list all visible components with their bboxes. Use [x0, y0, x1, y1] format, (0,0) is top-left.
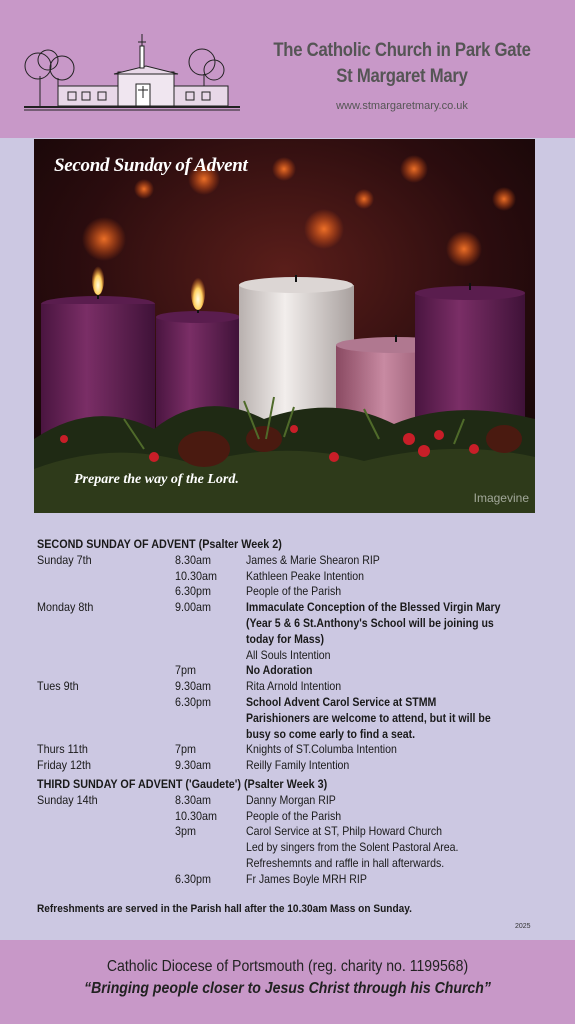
header [0, 0, 575, 138]
feast-title: Immaculate Conception of the Blessed Virgin Mary [246, 600, 501, 615]
refreshments-note: Refreshments are served in the Parish hall after the 10.30am Mass on Sunday. [37, 903, 412, 915]
photo-watermark: Imagevine [473, 491, 529, 505]
time-label: 6.30pm [175, 584, 212, 599]
time-label: 9.30am [175, 679, 212, 694]
candles-illustration [34, 139, 535, 513]
day-label: Sunday 14th [37, 792, 98, 807]
time-label: 7pm [175, 663, 197, 678]
intention: Knights of ST.Columba Intention [246, 742, 397, 757]
time-label: 6.30pm [175, 694, 212, 709]
schedule-row [37, 569, 537, 585]
day-label: Monday 8th [37, 600, 94, 615]
notice: No Adoration [246, 663, 313, 678]
time-label: 10.30am [175, 808, 218, 823]
time-label: 10.30am [175, 568, 218, 583]
mass-schedule [37, 537, 537, 888]
schedule-row [37, 584, 537, 600]
church-name: The Catholic Church in Park Gate [273, 40, 531, 61]
time-label: 7pm [175, 742, 197, 757]
section-title-third-sunday: THIRD SUNDAY OF ADVENT ('Gaudete') (Psalter Week 3) [37, 776, 328, 791]
year-label: 2025 [515, 923, 531, 930]
intention: James & Marie Shearon RIP [246, 552, 380, 567]
intention: Fr James Boyle MRH RIP [246, 871, 367, 886]
diocese-info: Catholic Diocese of Portsmouth (reg. charity no. 1199568) [106, 958, 469, 975]
time-label: 6.30pm [175, 871, 212, 886]
time-label: 3pm [175, 824, 197, 839]
advent-candles-photo [34, 139, 535, 513]
time-label: 8.30am [175, 552, 212, 567]
time-label: 9.00am [175, 600, 212, 615]
schedule-row [37, 872, 537, 888]
photo-caption: Prepare the way of the Lord. [74, 472, 239, 487]
day-label: Sunday 7th [37, 552, 92, 567]
section-title-second-sunday: SECOND SUNDAY OF ADVENT (Psalter Week 2) [37, 537, 282, 551]
schedule-row [37, 758, 537, 774]
schedule-row [37, 679, 537, 695]
schedule-row [37, 824, 537, 871]
schedule-row [37, 600, 537, 663]
intention: People of the Parish [246, 808, 342, 823]
parish-name: St Margaret Mary [336, 66, 468, 87]
notice: busy so come early to find a seat. [246, 726, 416, 741]
schedule-row [37, 553, 537, 569]
event: Led by singers from the Solent Pastoral Area. [246, 840, 459, 855]
event: Carol Service at ST, Philp Howard Church [246, 824, 443, 839]
schedule-row [37, 742, 537, 758]
schedule-row [37, 663, 537, 679]
intention: Danny Morgan RIP [246, 792, 336, 807]
notice: Parishioners are welcome to attend, but it will be [246, 710, 491, 725]
intention: Rita Arnold Intention [246, 679, 342, 694]
footer [0, 940, 575, 1024]
feast-note: (Year 5 & 6 St.Anthony's School will be joining us [246, 615, 494, 630]
notice: School Advent Carol Service at STMM [246, 694, 437, 709]
day-label: Friday 12th [37, 758, 92, 773]
schedule-row [37, 809, 537, 825]
day-label: Thurs 11th [37, 742, 88, 757]
intention: Reilly Family Intention [246, 758, 350, 773]
intention: Kathleen Peake Intention [246, 568, 365, 583]
event: Refreshemnts and raffle in hall afterwards. [246, 855, 445, 870]
website-link[interactable]: www.stmargaretmary.co.uk [336, 100, 468, 112]
church-building-drawing-icon [18, 28, 244, 114]
time-label: 8.30am [175, 792, 212, 807]
schedule-row [37, 793, 537, 809]
intention: People of the Parish [246, 584, 342, 599]
day-label: Tues 9th [37, 679, 79, 694]
feast-note: today for Mass) [246, 631, 325, 646]
motto: “Bringing people closer to Jesus Christ through his Church” [84, 980, 491, 997]
photo-title: Second Sunday of Advent [54, 155, 248, 176]
schedule-row [37, 695, 537, 742]
time-label: 9.30am [175, 758, 212, 773]
intention: All Souls Intention [246, 647, 331, 662]
